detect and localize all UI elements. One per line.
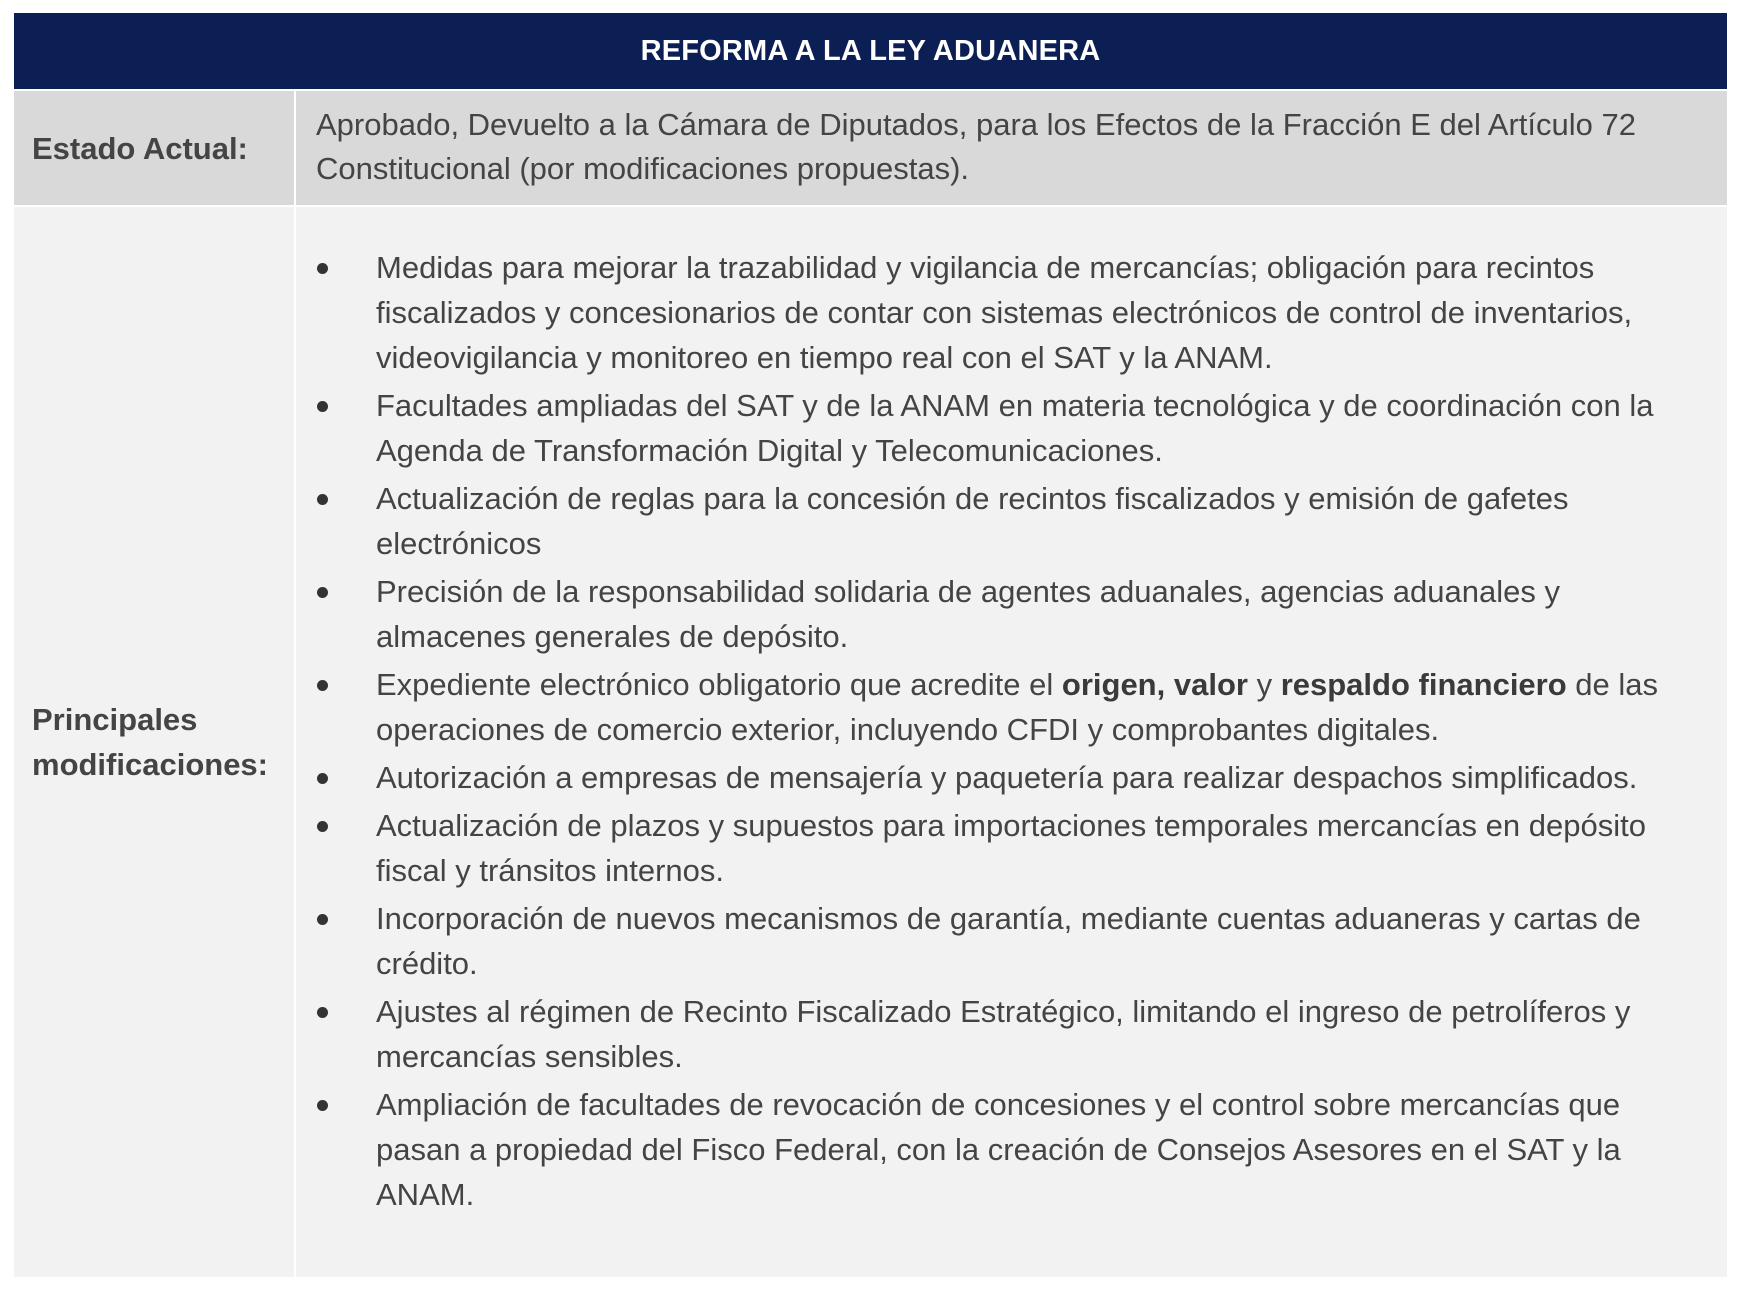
bold-respaldo-financiero: respaldo financiero: [1280, 667, 1567, 702]
bullet-icon: [317, 821, 328, 832]
bold-origen: origen: [1061, 667, 1157, 702]
table-title: REFORMA A LA LEY ADUANERA: [14, 13, 1727, 89]
modificaciones-list: [296, 245, 1713, 1217]
bullet-icon: [317, 263, 328, 274]
list-item: Facultades ampliadas del SAT y de la ANAM en materia tecnológica y de coordinación con la Agenda de Transformación Digital y Telecomunicaciones.: [296, 383, 1713, 473]
list-item: Precisión de la responsabilidad solidaria de agentes aduanales, agencias aduanales y almacenes generales de depósito.: [296, 569, 1713, 659]
estado-actual-value: Aprobado, Devuelto a la Cámara de Diputados, para los Efectos de la Fracción E del Artículo 72 Constitucional (por modificaciones propuestas).: [316, 107, 1636, 186]
bullet-icon: [317, 1007, 328, 1018]
modificaciones-list-cell: [296, 207, 1727, 1277]
principales-modificaciones-label: Principales modificaciones:: [14, 207, 296, 1277]
bullet-icon: [317, 1100, 328, 1111]
principales-modificaciones-row: [14, 205, 1727, 1277]
list-item: Ampliación de facultades de revocación de concesiones y el control sobre mercancías que pasan a propiedad del Fisco Federal, con la creación de Consejos Asesores en el SAT y la ANAM.: [296, 1082, 1713, 1217]
bold-valor: valor: [1173, 667, 1248, 702]
reform-table: [14, 13, 1727, 1277]
list-item: Autorización a empresas de mensajería y paquetería para realizar despachos simplificados.: [296, 755, 1713, 800]
list-item: Actualización de plazos y supuestos para importaciones temporales mercancías en depósito fiscal y tránsitos internos.: [296, 803, 1713, 893]
list-item: Incorporación de nuevos mecanismos de garantía, mediante cuentas aduaneras y cartas de crédito.: [296, 896, 1713, 986]
estado-actual-row: [14, 89, 1727, 205]
estado-actual-label: Estado Actual:: [14, 91, 296, 205]
bullet-icon: [317, 773, 328, 784]
bullet-icon: [317, 587, 328, 598]
list-item: Expediente electrónico obligatorio que acredite el origen, valor y respaldo financiero de las operaciones de comercio exterior, incluyendo CFDI y comprobantes digitales.: [296, 662, 1713, 752]
bullet-icon: [317, 680, 328, 691]
bullet-icon: [317, 494, 328, 505]
bullet-icon: [317, 914, 328, 925]
list-item: Medidas para mejorar la trazabilidad y vigilancia de mercancías; obligación para recintos fiscalizados y concesionarios de contar con sistemas electrónicos de control de inventarios, videovigilancia y monitoreo en tiempo real con el SAT y la ANAM.: [296, 245, 1713, 380]
list-item: Ajustes al régimen de Recinto Fiscalizado Estratégico, limitando el ingreso de petrolíferos y mercancías sensibles.: [296, 989, 1713, 1079]
bullet-icon: [317, 401, 328, 412]
list-item: Actualización de reglas para la concesión de recintos fiscalizados y emisión de gafetes electrónicos: [296, 476, 1713, 566]
